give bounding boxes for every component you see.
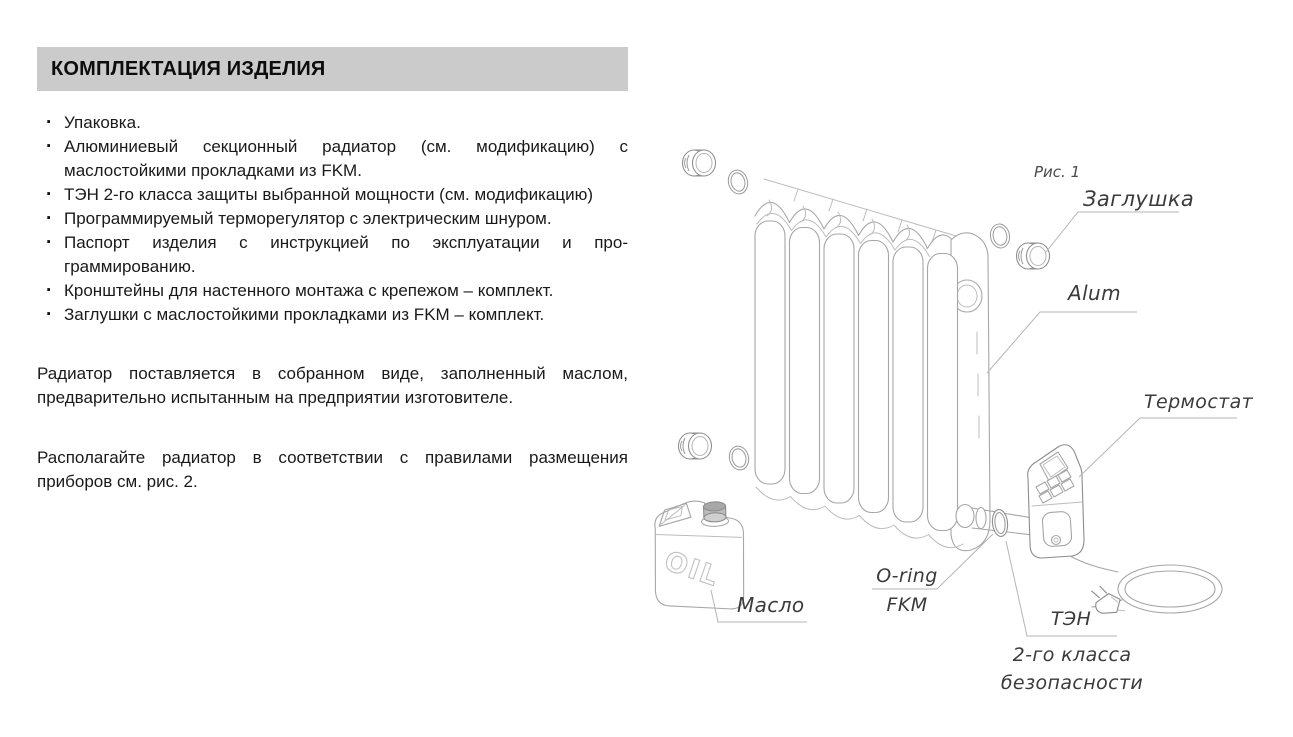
- label-ten-class-line2: безопасности: [1000, 672, 1144, 694]
- leader-thermostat: [1079, 418, 1237, 477]
- oring-drawing: [727, 444, 751, 472]
- list-item: · ТЭН 2-го класса защиты выбранной мощности (см. модификацию): [37, 183, 628, 207]
- power-cord-drawing: [1070, 556, 1222, 617]
- oring-drawing: [989, 223, 1012, 250]
- leader-alum: [987, 312, 1137, 373]
- pipe-oring-drawing: [991, 509, 1009, 537]
- oil-canister-text: OIL: [660, 545, 724, 594]
- power-plug-drawing: [1091, 582, 1124, 616]
- oring-drawing: [726, 168, 750, 196]
- radiator-drawing: [755, 179, 990, 551]
- list-item: · Программируемый терморегулятор с электрическим шнуром.: [37, 207, 628, 231]
- figure-1: [643, 0, 1293, 732]
- list-item: · Заглушки с маслостойкими прокладками из FKM – комплект.: [37, 303, 628, 327]
- label-ten: ТЭН: [1050, 608, 1092, 630]
- leader-zaglushka: [1046, 212, 1179, 252]
- thermostat-drawing: [1028, 445, 1084, 558]
- label-oring-line2: FKM: [886, 594, 928, 616]
- paragraph-placement: Располагайте радиатор в соответствии с правилами размещения приборов см. рис. 2.: [37, 448, 628, 491]
- list-item: · Алюминиевый секционный радиатор (см. модификацию) с маслостойкими прокладками из FKM.: [37, 135, 628, 183]
- label-ten-class-line1: 2-го класса: [1012, 644, 1132, 666]
- paragraph-delivery: Радиатор поставляется в собранном виде, заполненный маслом, предварительно испытанным на предприятии изготовителе.: [37, 364, 628, 407]
- plug-drawing: [1017, 243, 1050, 269]
- label-zaglushka: Заглушка: [1083, 187, 1195, 211]
- plug-drawing: [679, 433, 712, 459]
- kit-contents-list: [37, 111, 628, 327]
- section-title: КОМПЛЕКТАЦИЯ ИЗДЕЛИЯ: [37, 47, 628, 91]
- oil-canister-drawing: [652, 499, 746, 611]
- plug-drawing: [683, 150, 716, 176]
- figure-caption: Рис. 1: [1034, 163, 1081, 181]
- list-item: · Кронштейны для настенного монтажа с крепежом – комплект.: [37, 279, 628, 303]
- label-oring-line1: O-ring: [876, 565, 938, 587]
- label-alum: Alum: [1068, 281, 1121, 305]
- radiator-figure-drawing: [643, 0, 1293, 732]
- text-column: [37, 47, 628, 494]
- label-oil: Масло: [737, 593, 805, 617]
- list-item: · Паспорт изделия с инструкцией по эксплуатации и программированию.: [37, 231, 628, 279]
- label-thermostat: Термостат: [1144, 391, 1254, 413]
- list-item: · Упаковка.: [37, 111, 628, 135]
